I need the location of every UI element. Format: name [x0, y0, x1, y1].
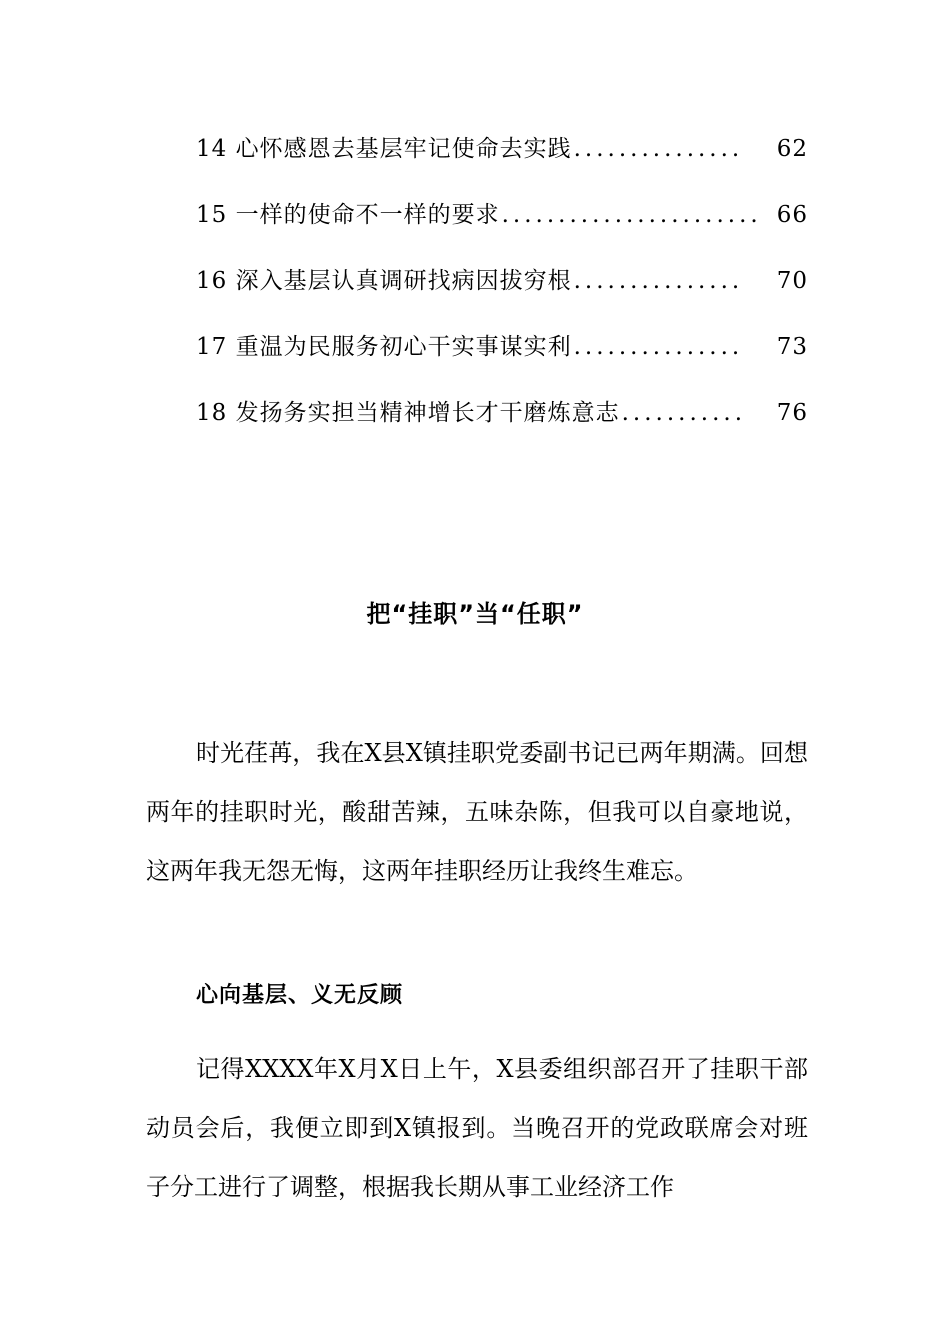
toc-entry[interactable]: [196, 130, 808, 196]
toc-leader-dots: ...............: [573, 136, 744, 162]
toc-page-number: 66: [776, 202, 808, 228]
toc-entry[interactable]: [196, 328, 808, 394]
toc-entry-title: 16 深入基层认真调研找病因拔穷根: [196, 268, 572, 294]
section-heading: 心向基层、义无反顾: [196, 983, 404, 1008]
toc-entry[interactable]: [196, 394, 808, 460]
body-paragraph: 时光荏苒，我在X县X镇挂职党委副书记已两年期满。回想两年的挂职时光，酸甜苦辣，五味杂陈，但我可以自豪地说，这两年我无怨无悔，这两年挂职经历让我终生难忘。: [146, 739, 808, 885]
toc-entry[interactable]: [196, 262, 808, 328]
toc-page-number: 70: [776, 268, 808, 294]
toc-page-number: 76: [776, 400, 808, 426]
toc-page-number: 73: [776, 334, 808, 360]
toc-leader-dots: .......................: [501, 202, 762, 228]
toc-entry-title: 18 发扬务实担当精神增长才干磨炼意志: [196, 400, 620, 426]
toc-leader-dots: ...........: [621, 400, 746, 426]
table-of-contents: [196, 130, 808, 460]
toc-entry-title: 14 心怀感恩去基层牢记使命去实践: [196, 136, 572, 162]
toc-leader-dots: ...............: [573, 334, 744, 360]
toc-leader-dots: ...............: [573, 268, 744, 294]
toc-entry-title: 17 重温为民服务初心干实事谋实利: [196, 334, 572, 360]
toc-entry-title: 15 一样的使命不一样的要求: [196, 202, 500, 228]
toc-page-number: 62: [776, 136, 808, 162]
toc-entry[interactable]: [196, 196, 808, 262]
article-title: 把“挂职”当“任职”: [366, 600, 584, 628]
body-paragraph: 记得XXXX年X月X日上午，X县委组织部召开了挂职干部动员会后，我便立即到X镇报到。当晚召开的党政联席会对班子分工进行了调整，根据我长期从事工业经济工作: [146, 1055, 808, 1201]
